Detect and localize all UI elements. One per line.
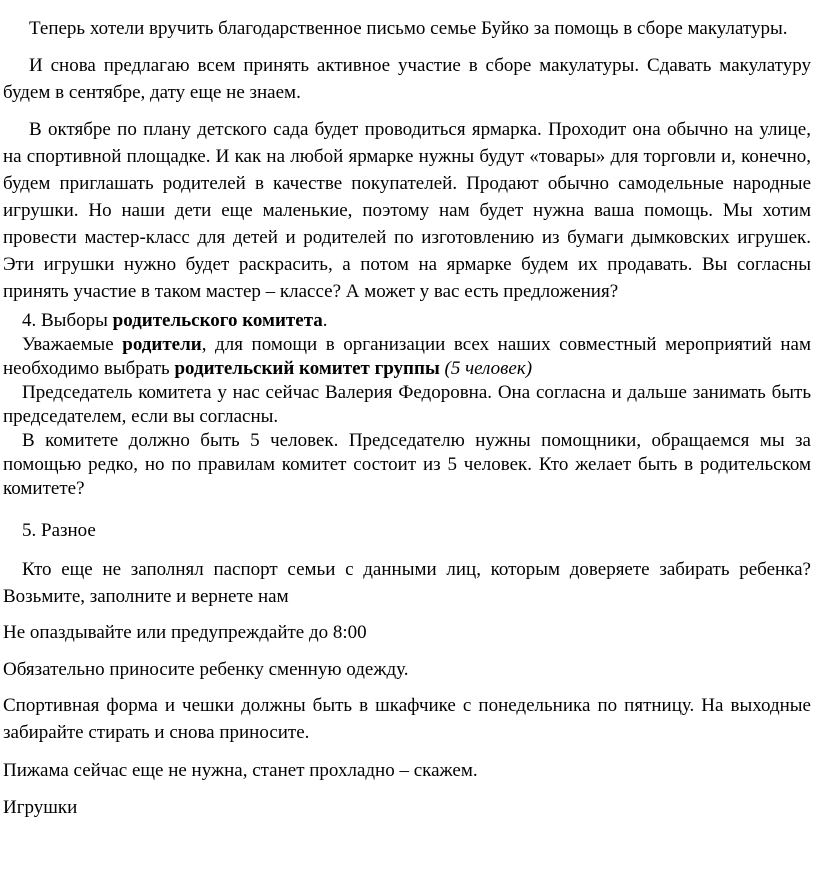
committee-intro-text-2: , для помощи в организации всех наших совместный мероприятий нам необходимо выбрать [3,334,811,379]
committee-intro-italic-five-people: (5 человек) [439,358,533,379]
paragraph-spare-clothes: Обязательно приносите ребенку сменную одежду. [3,659,409,680]
item4-bold-text: родительского комитета [112,310,323,331]
paragraph-fair-masterclass: В октябре по плану детского сада будет проводиться ярмарка. Проходит она обычно на улице, на спортивной площадке. И как на любой ярмарке нужны будут «товары» для торговли и, конечно, будем приглашать родителей в качестве покупателей. Продают обычно самодельные народные игрушки. Но наши дети еще маленькие, поэтому нам будет нужна ваша помощь. Мы хотим провести мастер-класс для детей и родителей по изготовлению из бумаги дымковских игрушек. Эти игрушки нужно будет раскрасить, а потом на ярмарке будем их продавать. Вы согласны принять участие в таком мастер – классе? А может у вас есть предложения? [3,119,811,302]
paragraph-thanks-letter: Теперь хотели вручить благодарственное письмо семье Буйко за помощь в сборе макулатуры. [29,18,788,39]
paragraph-family-passport: Кто еще не заполнял паспорт семьи с данными лиц, которым доверяете забирать ребенка? Возьмите, заполните и вернете нам [3,559,811,607]
committee-intro-bold-group-committee: родительский комитет группы [174,358,440,379]
paragraph-pajama: Пижама сейчас еще не нужна, станет прохладно – скажем. [3,760,478,781]
paragraph-wastepaper-collection: И снова предлагаю всем принять активное участие в сборе макулатуры. Сдавать макулатуру будем в сентябре, дату еще не знаем. [3,55,811,103]
paragraph-chairman: Председатель комитета у нас сейчас Валерия Федоровна. Она согласна и дальше занимать быть председателем, если вы согласны. [3,382,811,427]
heading-item5-misc: 5. Разное [22,520,96,541]
paragraph-committee-intro [3,333,811,381]
committee-intro-bold-parents: родители [122,334,202,355]
paragraph-toys: Игрушки [3,797,78,818]
heading-item4-committee-election [3,309,811,333]
item4-period: . [322,310,328,331]
committee-intro-text-1: Уважаемые [22,334,123,355]
paragraph-no-being-late: Не опаздывайте или предупреждайте до 8:00 [3,622,367,643]
paragraph-sports-uniform: Спортивная форма и чешки должны быть в шкафчике с понедельника по пятницу. На выходные забирайте стирать и снова приносите. [3,695,811,743]
paragraph-committee-size: В комитете должно быть 5 человек. Председателю нужны помощники, обращаемся мы за помощью редко, но по правилам комитет состоит из 5 человек. Кто желает быть в родительском комитете? [3,430,811,499]
item4-number-text: 4. Выборы [22,310,113,331]
